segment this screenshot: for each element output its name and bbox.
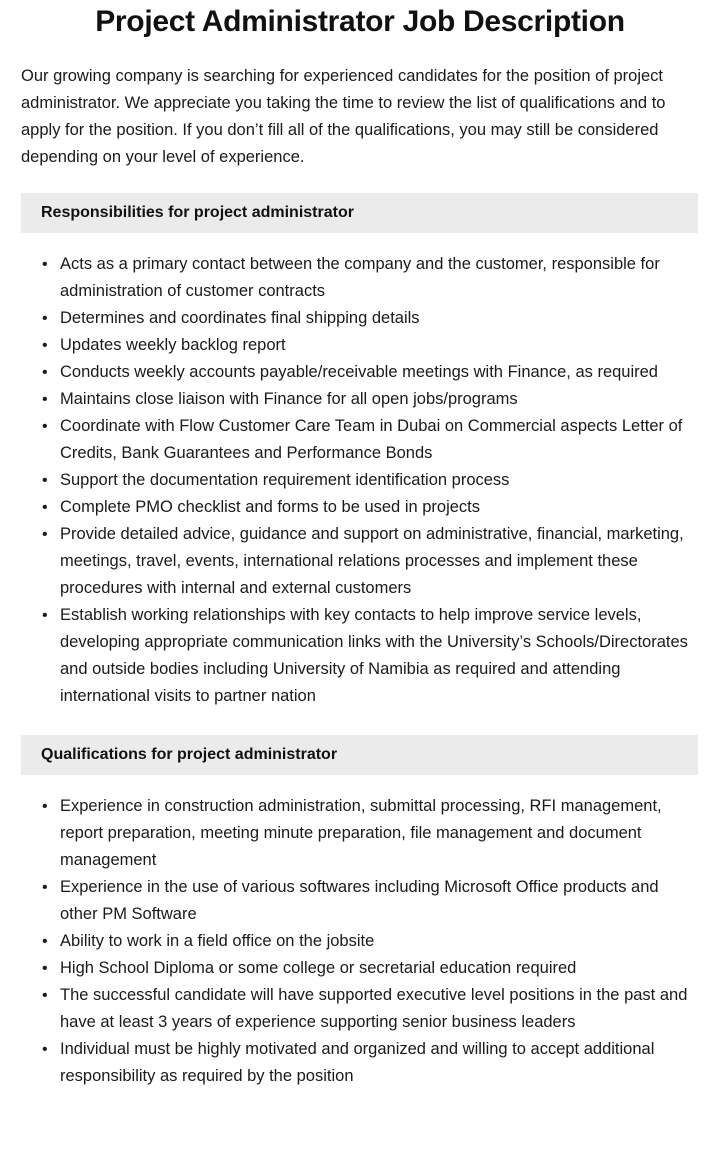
responsibilities-list bbox=[0, 233, 720, 710]
section-qualifications bbox=[0, 735, 720, 1090]
bullet-icon: • bbox=[42, 1041, 48, 1058]
list-item-label: Ability to work in a field office on the jobsite bbox=[60, 932, 375, 950]
list-item-label: Establish working relationships with key contacts to help improve service levels, developing appropriate communication links with the University’s Schools/Directorates and outside bodies including University of Namibia as required and attending international visits to partner nation bbox=[60, 606, 688, 705]
list-item bbox=[0, 1036, 720, 1090]
list-item bbox=[0, 359, 720, 386]
intro-paragraph: Our growing company is searching for experienced candidates for the position of project administrator. We appreciate you taking the time to review the list of qualifications and to apply for the position. If you don’t fill all of the qualifications, you may still be considered depending on your level of experience. bbox=[21, 67, 666, 166]
list-item-label: Experience in construction administration, submittal processing, RFI management, report preparation, meeting minute preparation, file management and document management bbox=[60, 797, 662, 869]
list-item-label: Individual must be highly motivated and organized and willing to accept additional responsibility as required by the position bbox=[60, 1040, 655, 1085]
list-item bbox=[0, 467, 720, 494]
bullet-icon: • bbox=[42, 256, 48, 273]
list-item bbox=[0, 602, 720, 710]
bullet-icon: • bbox=[42, 391, 48, 408]
list-item-label: Conducts weekly accounts payable/receivable meetings with Finance, as required bbox=[60, 363, 658, 381]
list-item bbox=[0, 251, 720, 305]
bullet-icon: • bbox=[42, 933, 48, 950]
list-item-label: Updates weekly backlog report bbox=[60, 336, 286, 354]
list-item-label: High School Diploma or some college or secretarial education required bbox=[60, 959, 577, 977]
list-item bbox=[0, 793, 720, 874]
bullet-icon: • bbox=[42, 418, 48, 435]
bullet-icon: • bbox=[42, 879, 48, 896]
bullet-icon: • bbox=[42, 798, 48, 815]
list-item bbox=[0, 413, 720, 467]
list-item bbox=[0, 955, 720, 982]
qualifications-list bbox=[0, 775, 720, 1090]
bullet-icon: • bbox=[42, 472, 48, 489]
list-item bbox=[0, 386, 720, 413]
list-item bbox=[0, 928, 720, 955]
bullet-icon: • bbox=[42, 987, 48, 1004]
bullet-icon: • bbox=[42, 607, 48, 624]
page-title: Project Administrator Job Description bbox=[95, 5, 625, 38]
bullet-icon: • bbox=[42, 364, 48, 381]
bullet-icon: • bbox=[42, 526, 48, 543]
bullet-icon: • bbox=[42, 960, 48, 977]
list-item-label: Acts as a primary contact between the company and the customer, responsible for administration of customer contracts bbox=[60, 255, 660, 300]
section-header-qualifications bbox=[21, 735, 698, 775]
list-item bbox=[0, 305, 720, 332]
bullet-icon: • bbox=[42, 337, 48, 354]
list-item-label: The successful candidate will have supported executive level positions in the past and have at least 3 years of experience supporting senior business leaders bbox=[60, 986, 688, 1031]
list-item-label: Experience in the use of various softwares including Microsoft Office products and other PM Software bbox=[60, 878, 659, 923]
bullet-icon: • bbox=[42, 499, 48, 516]
list-item-label: Coordinate with Flow Customer Care Team in Dubai on Commercial aspects Letter of Credits, Bank Guarantees and Performance Bonds bbox=[60, 417, 683, 462]
list-item bbox=[0, 874, 720, 928]
section-header-label: Qualifications for project administrator bbox=[41, 746, 338, 763]
section-header-responsibilities bbox=[21, 193, 698, 233]
list-item-label: Maintains close liaison with Finance for all open jobs/programs bbox=[60, 390, 518, 408]
list-item-label: Provide detailed advice, guidance and support on administrative, financial, marketing, meetings, travel, events, international relations processes and implement these procedures with internal and external customers bbox=[60, 525, 684, 597]
list-item bbox=[0, 982, 720, 1036]
list-item-label: Determines and coordinates final shipping details bbox=[60, 309, 420, 327]
list-item-label: Support the documentation requirement identification process bbox=[60, 471, 510, 489]
list-item bbox=[0, 332, 720, 359]
list-item-label: Complete PMO checklist and forms to be used in projects bbox=[60, 498, 481, 516]
list-item bbox=[0, 521, 720, 602]
section-responsibilities bbox=[0, 193, 720, 710]
section-header-label: Responsibilities for project administrator bbox=[41, 204, 354, 221]
list-item bbox=[0, 494, 720, 521]
bullet-icon: • bbox=[42, 310, 48, 327]
